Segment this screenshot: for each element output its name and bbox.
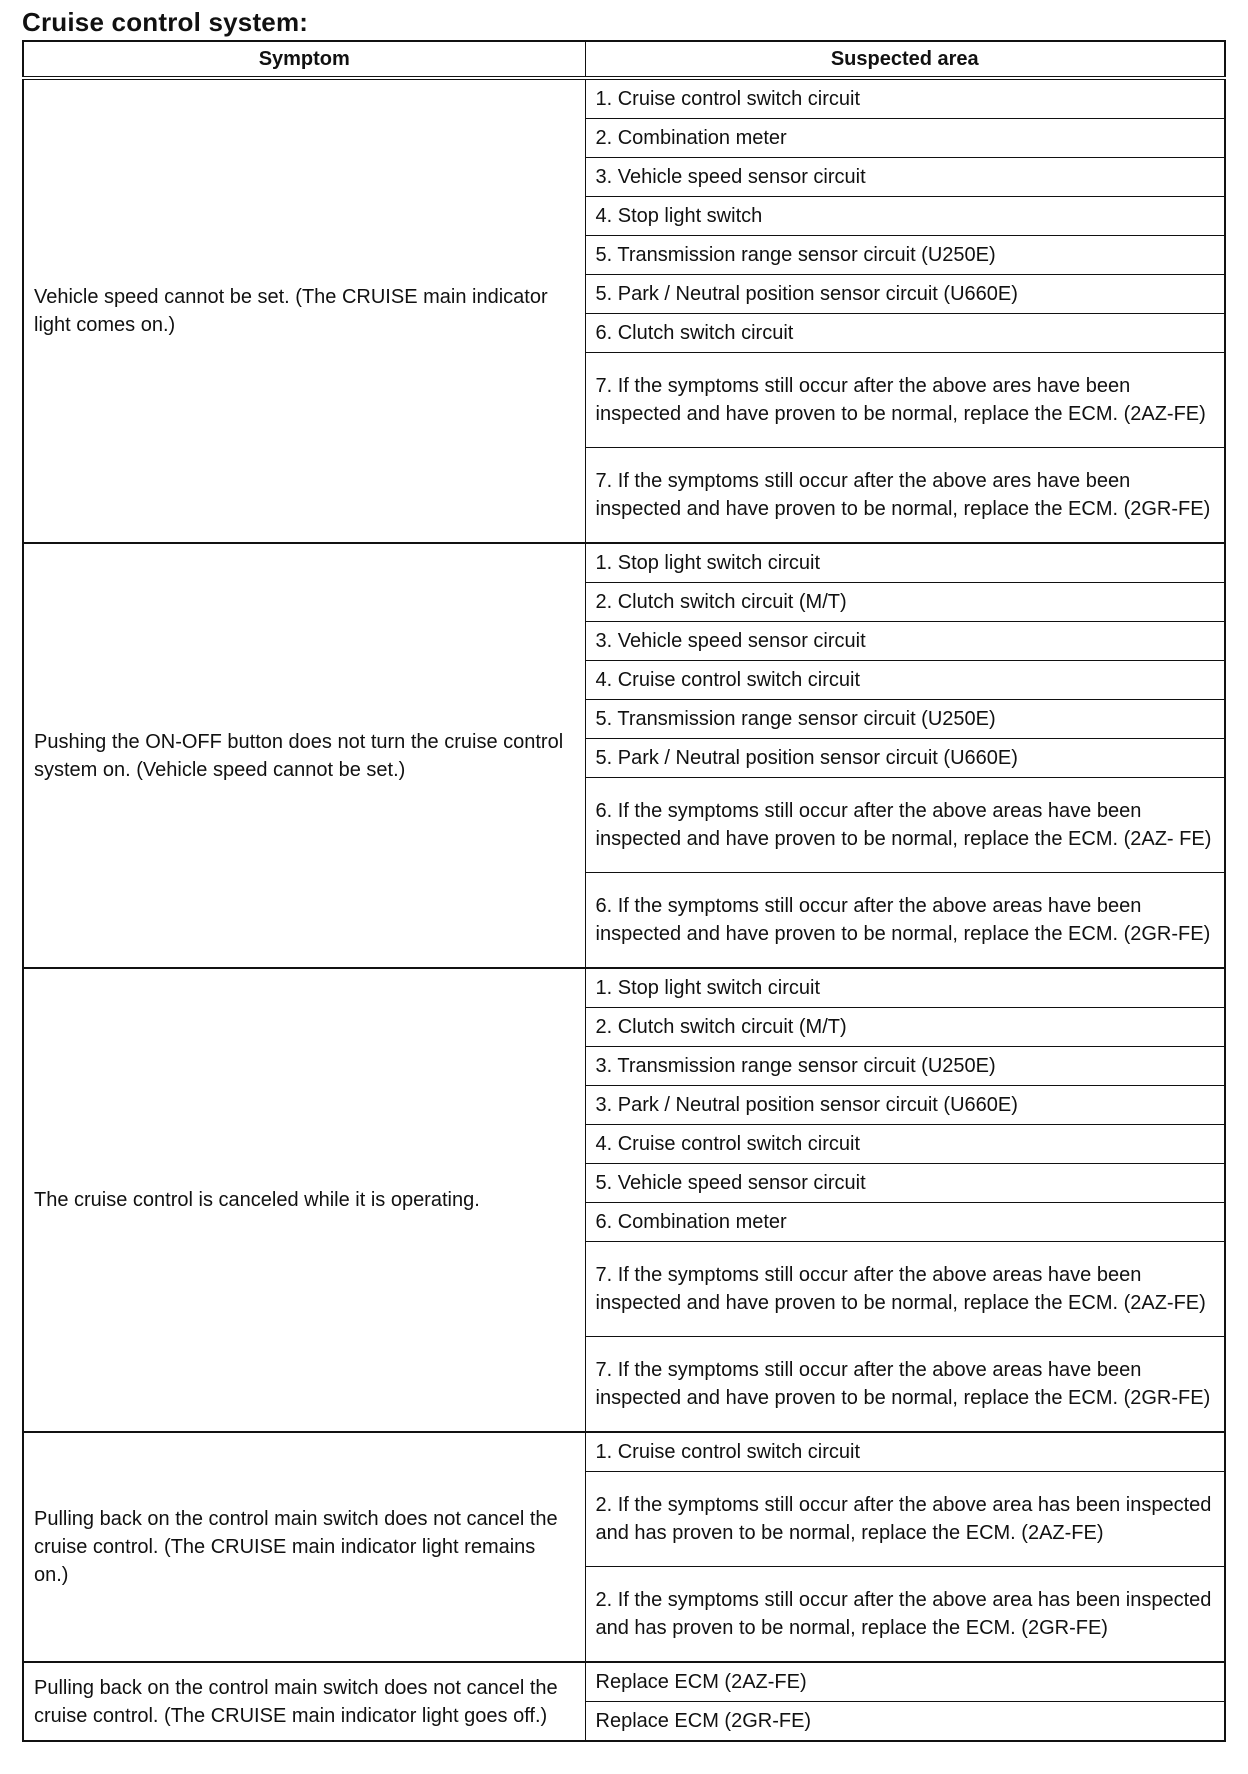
suspected-area-cell: 3. Vehicle speed sensor circuit xyxy=(585,158,1225,197)
troubleshooting-table xyxy=(22,40,1226,1742)
suspected-area-cell: 2. If the symptoms still occur after the above area has been inspected and has proven to be normal, replace the ECM. (2AZ-FE) xyxy=(585,1472,1225,1567)
document-page xyxy=(22,6,1224,1742)
suspected-area-cell: 7. If the symptoms still occur after the above areas have been inspected and have proven to be normal, replace the ECM. (2AZ-FE) xyxy=(585,1242,1225,1337)
symptom-cell: The cruise control is canceled while it is operating. xyxy=(23,968,585,1432)
suspected-area-cell: 3. Park / Neutral position sensor circuit (U660E) xyxy=(585,1086,1225,1125)
suspected-area-cell: 5. Transmission range sensor circuit (U250E) xyxy=(585,236,1225,275)
suspected-area-cell: 5. Park / Neutral position sensor circuit (U660E) xyxy=(585,739,1225,778)
suspected-area-cell: 2. Clutch switch circuit (M/T) xyxy=(585,583,1225,622)
suspected-area-cell: 1. Stop light switch circuit xyxy=(585,543,1225,583)
table-body xyxy=(23,78,1225,1741)
suspected-area-cell: 6. If the symptoms still occur after the above areas have been inspected and have proven to be normal, replace the ECM. (2AZ- FE) xyxy=(585,778,1225,873)
suspected-area-cell: 7. If the symptoms still occur after the above ares have been inspected and have proven to be normal, replace the ECM. (2GR-FE) xyxy=(585,448,1225,544)
suspected-area-cell: 1. Cruise control switch circuit xyxy=(585,78,1225,119)
suspected-area-cell: 4. Cruise control switch circuit xyxy=(585,1125,1225,1164)
suspected-area-cell: 5. Vehicle speed sensor circuit xyxy=(585,1164,1225,1203)
suspected-area-cell: 2. If the symptoms still occur after the above area has been inspected and has proven to be normal, replace the ECM. (2GR-FE) xyxy=(585,1567,1225,1663)
suspected-area-cell: 4. Cruise control switch circuit xyxy=(585,661,1225,700)
header-symptom: Symptom xyxy=(23,41,585,78)
suspected-area-cell: 7. If the symptoms still occur after the above ares have been inspected and have proven to be normal, replace the ECM. (2AZ-FE) xyxy=(585,353,1225,448)
suspected-area-cell: 1. Stop light switch circuit xyxy=(585,968,1225,1008)
symptom-cell: Pushing the ON-OFF button does not turn the cruise control system on. (Vehicle speed cannot be set.) xyxy=(23,543,585,968)
table-row xyxy=(23,1662,1225,1702)
header-row xyxy=(23,41,1225,78)
suspected-area-cell: Replace ECM (2AZ-FE) xyxy=(585,1662,1225,1702)
table-row xyxy=(23,543,1225,583)
suspected-area-cell: 2. Combination meter xyxy=(585,119,1225,158)
symptom-cell: Pulling back on the control main switch does not cancel the cruise control. (The CRUISE main indicator light goes off.) xyxy=(23,1662,585,1741)
suspected-area-cell: 6. Combination meter xyxy=(585,1203,1225,1242)
suspected-area-cell: 5. Transmission range sensor circuit (U250E) xyxy=(585,700,1225,739)
symptom-cell: Pulling back on the control main switch does not cancel the cruise control. (The CRUISE main indicator light remains on.) xyxy=(23,1432,585,1662)
suspected-area-cell: 1. Cruise control switch circuit xyxy=(585,1432,1225,1472)
suspected-area-cell: 5. Park / Neutral position sensor circuit (U660E) xyxy=(585,275,1225,314)
header-suspected-area: Suspected area xyxy=(585,41,1225,78)
suspected-area-cell: Replace ECM (2GR-FE) xyxy=(585,1702,1225,1742)
suspected-area-cell: 7. If the symptoms still occur after the above areas have been inspected and have proven to be normal, replace the ECM. (2GR-FE) xyxy=(585,1337,1225,1433)
table-row xyxy=(23,78,1225,119)
table-row xyxy=(23,968,1225,1008)
page-title: Cruise control system: xyxy=(22,7,309,37)
suspected-area-cell: 6. Clutch switch circuit xyxy=(585,314,1225,353)
table-row xyxy=(23,1432,1225,1472)
symptom-cell: Vehicle speed cannot be set. (The CRUISE main indicator light comes on.) xyxy=(23,78,585,543)
suspected-area-cell: 3. Transmission range sensor circuit (U250E) xyxy=(585,1047,1225,1086)
suspected-area-cell: 2. Clutch switch circuit (M/T) xyxy=(585,1008,1225,1047)
suspected-area-cell: 3. Vehicle speed sensor circuit xyxy=(585,622,1225,661)
suspected-area-cell: 6. If the symptoms still occur after the above areas have been inspected and have proven to be normal, replace the ECM. (2GR-FE) xyxy=(585,873,1225,969)
suspected-area-cell: 4. Stop light switch xyxy=(585,197,1225,236)
